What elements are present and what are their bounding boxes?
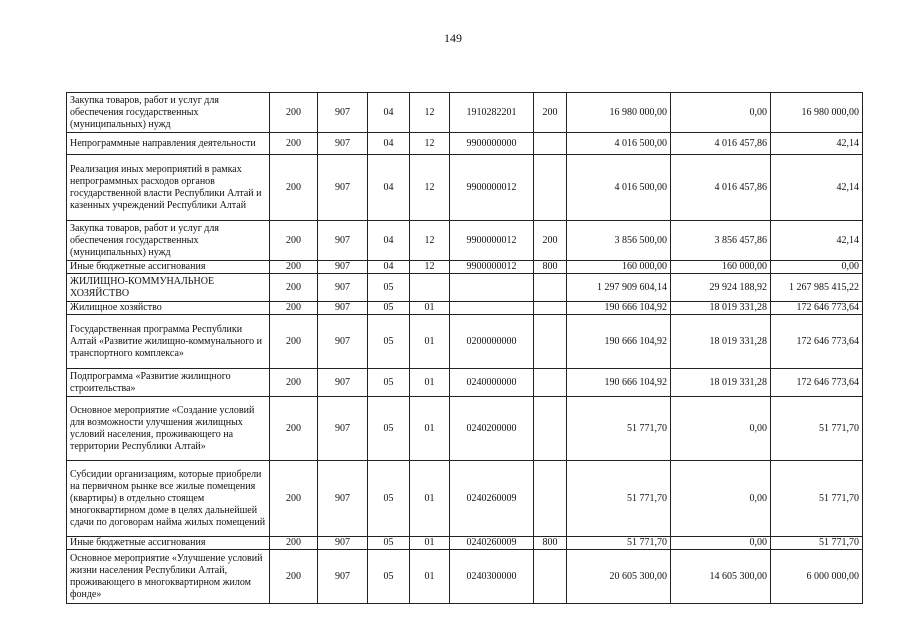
code-target: 0240300000 [450, 550, 534, 604]
code-expense-type [534, 155, 567, 221]
code-target [450, 274, 534, 302]
code-a: 200 [270, 274, 318, 302]
code-expense-type [534, 550, 567, 604]
amount-executed: 4 016 457,86 [671, 155, 771, 221]
code-section: 04 [368, 155, 410, 221]
row-name: Реализация иных мероприятий в рамках непрограммных расходов органов государственной власти Республики Алтай и казенных учреждений Республики Алтай [67, 155, 270, 221]
code-b: 907 [318, 369, 368, 397]
table-row [67, 537, 863, 550]
table-row [67, 155, 863, 221]
table-row [67, 93, 863, 133]
code-target: 9900000012 [450, 221, 534, 261]
amount-executed: 14 605 300,00 [671, 550, 771, 604]
code-target: 1910282201 [450, 93, 534, 133]
code-b: 907 [318, 221, 368, 261]
code-subsection: 01 [410, 302, 450, 315]
amount-executed: 4 016 457,86 [671, 133, 771, 155]
page-number: 149 [444, 31, 462, 45]
code-b: 907 [318, 302, 368, 315]
code-a: 200 [270, 133, 318, 155]
amount-planned: 16 980 000,00 [567, 93, 671, 133]
budget-table [66, 92, 863, 604]
code-a: 200 [270, 261, 318, 274]
code-expense-type: 200 [534, 221, 567, 261]
table-row [67, 274, 863, 302]
code-b: 907 [318, 133, 368, 155]
amount-executed: 160 000,00 [671, 261, 771, 274]
code-target: 9900000012 [450, 155, 534, 221]
amount-planned: 190 666 104,92 [567, 302, 671, 315]
code-b: 907 [318, 155, 368, 221]
code-subsection [410, 274, 450, 302]
table-row [67, 221, 863, 261]
code-a: 200 [270, 315, 318, 369]
code-expense-type [534, 315, 567, 369]
code-b: 907 [318, 93, 368, 133]
amount-remaining: 51 771,70 [771, 397, 863, 461]
code-expense-type: 200 [534, 93, 567, 133]
code-target: 0240000000 [450, 369, 534, 397]
code-expense-type: 800 [534, 261, 567, 274]
amount-remaining: 1 267 985 415,22 [771, 274, 863, 302]
code-subsection: 01 [410, 397, 450, 461]
amount-planned: 51 771,70 [567, 397, 671, 461]
row-name: Непрограммные направления деятельности [67, 133, 270, 155]
code-target: 0200000000 [450, 315, 534, 369]
amount-remaining: 16 980 000,00 [771, 93, 863, 133]
code-section: 04 [368, 93, 410, 133]
amount-executed: 0,00 [671, 397, 771, 461]
table-row [67, 261, 863, 274]
code-subsection: 01 [410, 550, 450, 604]
code-expense-type [534, 274, 567, 302]
code-a: 200 [270, 221, 318, 261]
amount-planned: 4 016 500,00 [567, 155, 671, 221]
code-b: 907 [318, 261, 368, 274]
code-b: 907 [318, 537, 368, 550]
row-name: Субсидии организациям, которые приобрели на первичном рынке все жилые помещения (квартиры) в отдельно стоящем многоквартирном доме в целях дальнейшей сдачи по договорам найма жилых помещений [67, 461, 270, 537]
row-name: Закупка товаров, работ и услуг для обеспечения государственных (муниципальных) нужд [67, 93, 270, 133]
code-section: 05 [368, 397, 410, 461]
code-subsection: 12 [410, 221, 450, 261]
row-name: Закупка товаров, работ и услуг для обеспечения государственных (муниципальных) нужд [67, 221, 270, 261]
code-target: 0240260009 [450, 537, 534, 550]
code-a: 200 [270, 537, 318, 550]
table-row [67, 133, 863, 155]
amount-remaining: 51 771,70 [771, 461, 863, 537]
table-row [67, 369, 863, 397]
code-section: 05 [368, 537, 410, 550]
amount-remaining: 172 646 773,64 [771, 315, 863, 369]
row-name: Иные бюджетные ассигнования [67, 537, 270, 550]
code-a: 200 [270, 93, 318, 133]
amount-executed: 18 019 331,28 [671, 369, 771, 397]
row-name: Основное мероприятие «Улучшение условий жизни населения Республики Алтай, проживающего в многоквартирном жилом фонде» [67, 550, 270, 604]
code-target: 9900000012 [450, 261, 534, 274]
table-row [67, 397, 863, 461]
row-name: Основное мероприятие «Создание условий для возможности улучшения жилищных условий населения, проживающего на территории Республики Алтай» [67, 397, 270, 461]
amount-remaining: 172 646 773,64 [771, 302, 863, 315]
row-name: ЖИЛИЩНО-КОММУНАЛЬНОЕ ХОЗЯЙСТВО [67, 274, 270, 302]
amount-planned: 190 666 104,92 [567, 369, 671, 397]
code-section: 05 [368, 550, 410, 604]
code-a: 200 [270, 550, 318, 604]
row-name: Подпрограмма «Развитие жилищного строительства» [67, 369, 270, 397]
code-section: 05 [368, 461, 410, 537]
amount-planned: 20 605 300,00 [567, 550, 671, 604]
code-section: 05 [368, 369, 410, 397]
code-section: 05 [368, 274, 410, 302]
row-name: Жилищное хозяйство [67, 302, 270, 315]
code-a: 200 [270, 302, 318, 315]
amount-planned: 51 771,70 [567, 537, 671, 550]
amount-executed: 0,00 [671, 537, 771, 550]
code-section: 05 [368, 302, 410, 315]
code-section: 05 [368, 315, 410, 369]
code-subsection: 01 [410, 315, 450, 369]
code-subsection: 01 [410, 369, 450, 397]
code-section: 04 [368, 133, 410, 155]
code-target: 9900000000 [450, 133, 534, 155]
code-b: 907 [318, 274, 368, 302]
row-name: Государственная программа Республики Алтай «Развитие жилищно-коммунального и транспортного комплекса» [67, 315, 270, 369]
amount-remaining: 42,14 [771, 155, 863, 221]
code-expense-type: 800 [534, 537, 567, 550]
amount-planned: 4 016 500,00 [567, 133, 671, 155]
code-subsection: 12 [410, 155, 450, 221]
code-subsection: 01 [410, 537, 450, 550]
amount-remaining: 172 646 773,64 [771, 369, 863, 397]
amount-remaining: 42,14 [771, 221, 863, 261]
code-b: 907 [318, 550, 368, 604]
amount-planned: 1 297 909 604,14 [567, 274, 671, 302]
amount-planned: 3 856 500,00 [567, 221, 671, 261]
code-subsection: 12 [410, 261, 450, 274]
amount-planned: 190 666 104,92 [567, 315, 671, 369]
amount-executed: 0,00 [671, 461, 771, 537]
code-expense-type [534, 397, 567, 461]
row-name: Иные бюджетные ассигнования [67, 261, 270, 274]
code-section: 04 [368, 261, 410, 274]
amount-remaining: 51 771,70 [771, 537, 863, 550]
code-target: 0240260009 [450, 461, 534, 537]
table-row [67, 302, 863, 315]
code-b: 907 [318, 461, 368, 537]
table-row [67, 550, 863, 604]
amount-remaining: 42,14 [771, 133, 863, 155]
amount-executed: 0,00 [671, 93, 771, 133]
amount-executed: 29 924 188,92 [671, 274, 771, 302]
table-row [67, 315, 863, 369]
code-a: 200 [270, 397, 318, 461]
code-expense-type [534, 369, 567, 397]
code-subsection: 12 [410, 133, 450, 155]
code-a: 200 [270, 369, 318, 397]
code-a: 200 [270, 461, 318, 537]
amount-planned: 160 000,00 [567, 261, 671, 274]
code-target [450, 302, 534, 315]
code-b: 907 [318, 397, 368, 461]
code-section: 04 [368, 221, 410, 261]
table-row [67, 461, 863, 537]
code-target: 0240200000 [450, 397, 534, 461]
amount-remaining: 0,00 [771, 261, 863, 274]
code-subsection: 12 [410, 93, 450, 133]
amount-executed: 18 019 331,28 [671, 315, 771, 369]
code-a: 200 [270, 155, 318, 221]
amount-remaining: 6 000 000,00 [771, 550, 863, 604]
code-b: 907 [318, 315, 368, 369]
code-expense-type [534, 133, 567, 155]
amount-executed: 18 019 331,28 [671, 302, 771, 315]
amount-planned: 51 771,70 [567, 461, 671, 537]
code-expense-type [534, 302, 567, 315]
amount-executed: 3 856 457,86 [671, 221, 771, 261]
code-expense-type [534, 461, 567, 537]
code-subsection: 01 [410, 461, 450, 537]
